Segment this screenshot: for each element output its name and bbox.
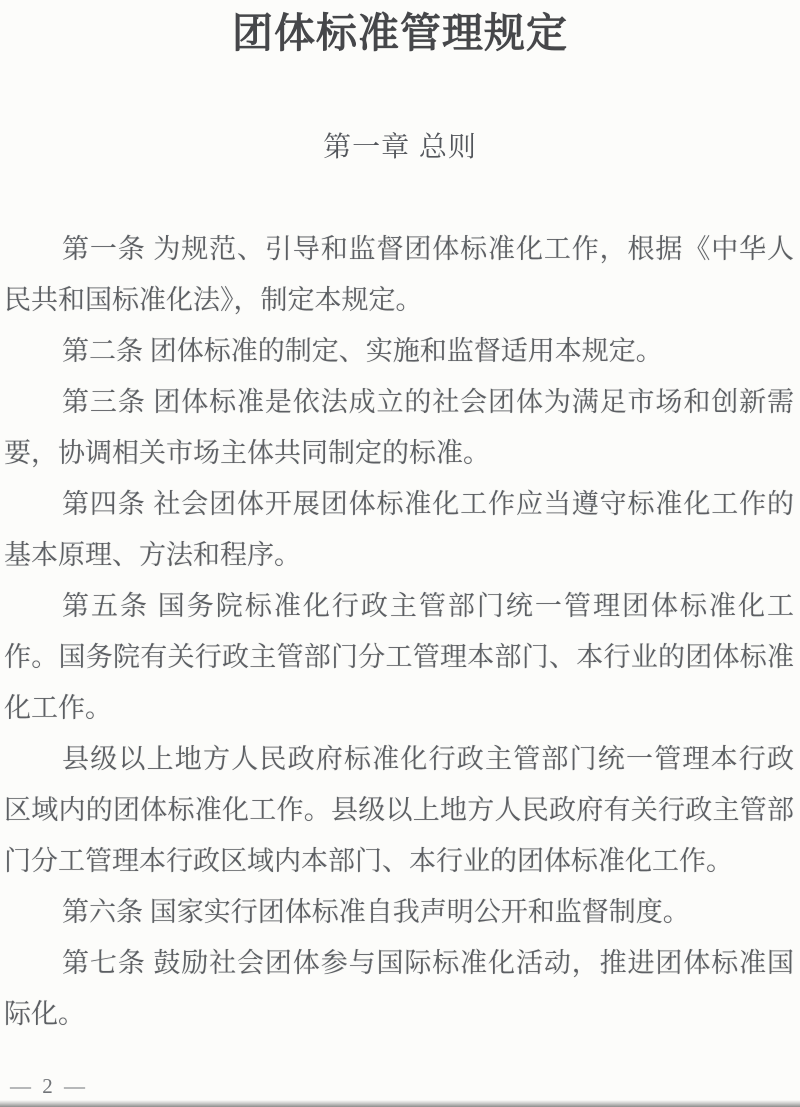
body-line: 县级以上地方人民政府标准化行政主管部门统一管理本行政 (62, 744, 794, 774)
document-body (0, 224, 800, 1040)
scan-edge-artifact (0, 1100, 800, 1107)
body-line: 要，协调相关市场主体共同制定的标准。 (4, 438, 490, 468)
body-line: 第三条 团体标准是依法成立的社会团体为满足市场和创新需 (62, 387, 794, 417)
body-line: 基本原理、方法和程序。 (4, 540, 301, 570)
page-number: — 2 — (10, 1074, 88, 1098)
body-line: 第一条 为规范、引导和监督团体标准化工作，根据《中华人 (62, 234, 794, 264)
body-line: 际化。 (4, 999, 85, 1029)
body-line: 作。国务院有关行政主管部门分工管理本部门、本行业的团体标准 (4, 642, 794, 672)
body-line: 第五条 国务院标准化行政主管部门统一管理团体标准化工 (62, 591, 794, 621)
chapter-heading: 第一章 总则 (323, 131, 477, 162)
body-line: 第二条 团体标准的制定、实施和监督适用本规定。 (62, 336, 663, 366)
body-line: 化工作。 (4, 693, 112, 723)
body-line: 第六条 国家实行团体标准自我声明公开和监督制度。 (62, 897, 690, 927)
body-line: 区域内的团体标准化工作。县级以上地方人民政府有关行政主管部 (4, 795, 794, 825)
body-line: 民共和国标准化法》，制定本规定。 (4, 285, 423, 315)
document-title: 团体标准管理规定 (232, 10, 568, 56)
body-line: 第七条 鼓励社会团体参与国际标准化活动，推进团体标准国 (62, 948, 794, 978)
page-footer (10, 1074, 88, 1098)
body-line: 第四条 社会团体开展团体标准化工作应当遵守标准化工作的 (62, 489, 794, 519)
body-line: 门分工管理本行政区域内本部门、本行业的团体标准化工作。 (4, 846, 733, 876)
